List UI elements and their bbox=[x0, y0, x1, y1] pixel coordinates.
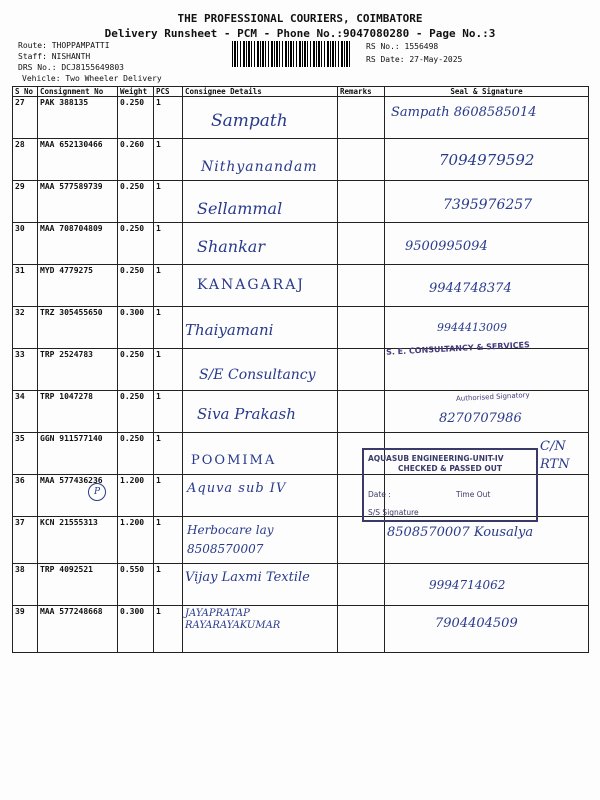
consignee-handwriting: KANAGARAJ bbox=[197, 277, 305, 293]
signature-handwriting: 9500995094 bbox=[405, 239, 488, 254]
table-row: 39 MAA 577248668 0.300 1 JAYAPRATAP RAYARAYAKUMAR 7904404509 bbox=[13, 606, 589, 653]
consignee-handwriting: Vijay Laxmi Textile bbox=[185, 570, 310, 585]
runsheet-subtitle: Delivery Runsheet - PCM - Phone No.:9047080280 - Page No.:3 bbox=[104, 27, 496, 40]
table-row: 38 TRP 4092521 0.550 1 Vijay Laxmi Textile 9994714062 bbox=[13, 564, 589, 606]
signature-handwriting: Sampath 8608585014 bbox=[391, 105, 537, 120]
col-sno: S No bbox=[13, 87, 38, 97]
table-header bbox=[13, 87, 589, 97]
stamp-line-status: CHECKED & PASSED OUT bbox=[398, 464, 502, 473]
signature-handwriting: 7904404509 bbox=[435, 616, 518, 631]
consignee-handwriting: Siva Prakash bbox=[197, 405, 296, 423]
signature-handwriting: 8270707986 bbox=[439, 411, 522, 426]
consignee-handwriting: JAYAPRATAP RAYARAYAKUMAR bbox=[185, 608, 281, 631]
runsheet-title: THE PROFESSIONAL COURIERS, COIMBATORE bbox=[177, 12, 423, 25]
authorised-signatory: Authorised Signatory bbox=[455, 391, 530, 403]
table-row: 29 MAA 577589739 0.250 1 Sellammal 7395976257 bbox=[13, 181, 589, 223]
staff: Staff: NISHANTH bbox=[18, 52, 91, 61]
table-row: 30 MAA 708704809 0.250 1 Shankar 9500995094 bbox=[13, 223, 589, 265]
table-row: 34 TRP 1047278 0.250 1 Siva Prakash 8270707986 bbox=[13, 391, 589, 433]
vehicle: Vehicle: Two Wheeler Delivery bbox=[22, 74, 162, 83]
consignee-handwriting: Sampath bbox=[211, 111, 288, 131]
signature-handwriting: 8508570007 Kousalya bbox=[387, 525, 534, 540]
signature-handwriting: 9944748374 bbox=[429, 281, 512, 296]
consignee-handwriting: POOMIMA bbox=[191, 453, 277, 468]
rs-number: RS No.: 1556498 bbox=[366, 42, 439, 51]
table-row: 28 MAA 652130466 0.260 1 Nithyanandam 7094979592 bbox=[13, 139, 589, 181]
consignee-handwriting: Nithyanandam bbox=[201, 159, 318, 175]
consignee-handwriting: Herbocare lay 8508570007 bbox=[187, 523, 274, 556]
route: Route: THOPPAMPATTI bbox=[18, 41, 110, 50]
signature-handwriting: 9944413009 bbox=[437, 321, 507, 334]
col-consignee: Consignee Details bbox=[183, 87, 338, 97]
col-consignment: Consignment No bbox=[38, 87, 118, 97]
col-signature: Seal & Signature bbox=[385, 87, 589, 97]
consignee-handwriting: S/E Consultancy bbox=[199, 367, 316, 383]
stamp-date-label: Date : bbox=[368, 490, 391, 499]
table-row: 35 GGN 911577140 0.250 1 POOMIMA bbox=[13, 433, 589, 475]
stamp-time-label: Time Out bbox=[456, 490, 491, 499]
stamp-line-company: AQUASUB ENGINEERING-UNIT-IV bbox=[368, 454, 504, 463]
company-seal: S. E. CONSULTANCY & SERVICES bbox=[385, 340, 530, 357]
runsheet-table bbox=[12, 86, 589, 653]
consignee-handwriting: Sellammal bbox=[197, 199, 283, 218]
signature-handwriting: 9994714062 bbox=[429, 578, 506, 592]
stamp-signature-label: S/S Signature bbox=[368, 508, 419, 517]
col-remarks: Remarks bbox=[338, 87, 385, 97]
consignee-handwriting: Thaiyamani bbox=[185, 321, 274, 339]
col-weight: Weight bbox=[118, 87, 154, 97]
table-row: 37 KCN 21555313 1.200 1 Herbocare lay 8508570007 8508570007 Kousalya bbox=[13, 517, 589, 564]
drs-number: DRS No.: DCJ8155649803 bbox=[18, 63, 124, 72]
aquasub-stamp bbox=[362, 448, 538, 522]
signature-handwriting: 7395976257 bbox=[443, 197, 533, 213]
cn-rtn-note: C/N RTN bbox=[540, 439, 570, 472]
consignee-handwriting: Aquva sub IV bbox=[187, 481, 287, 496]
col-pcs: PCS bbox=[154, 87, 183, 97]
rs-date: RS Date: 27-May-2025 bbox=[366, 55, 463, 64]
signature-handwriting: 7094979592 bbox=[439, 151, 535, 169]
circled-mark: P bbox=[88, 483, 106, 501]
table-row: 32 TRZ 305455650 0.300 1 Thaiyamani 9944413009 bbox=[13, 307, 589, 349]
table-row: 36 MAA 577436236 1.200 1 Aquva sub IV bbox=[13, 475, 589, 517]
consignee-handwriting: Shankar bbox=[197, 237, 265, 256]
barcode bbox=[232, 41, 350, 67]
table-row: 33 TRP 2524783 0.250 1 S/E Consultancy bbox=[13, 349, 589, 391]
table-row: 31 MYD 4779275 0.250 1 KANAGARAJ 9944748374 bbox=[13, 265, 589, 307]
table-row: 27 PAK 388135 0.250 1 Sampath Sampath 8608585014 bbox=[13, 97, 589, 139]
